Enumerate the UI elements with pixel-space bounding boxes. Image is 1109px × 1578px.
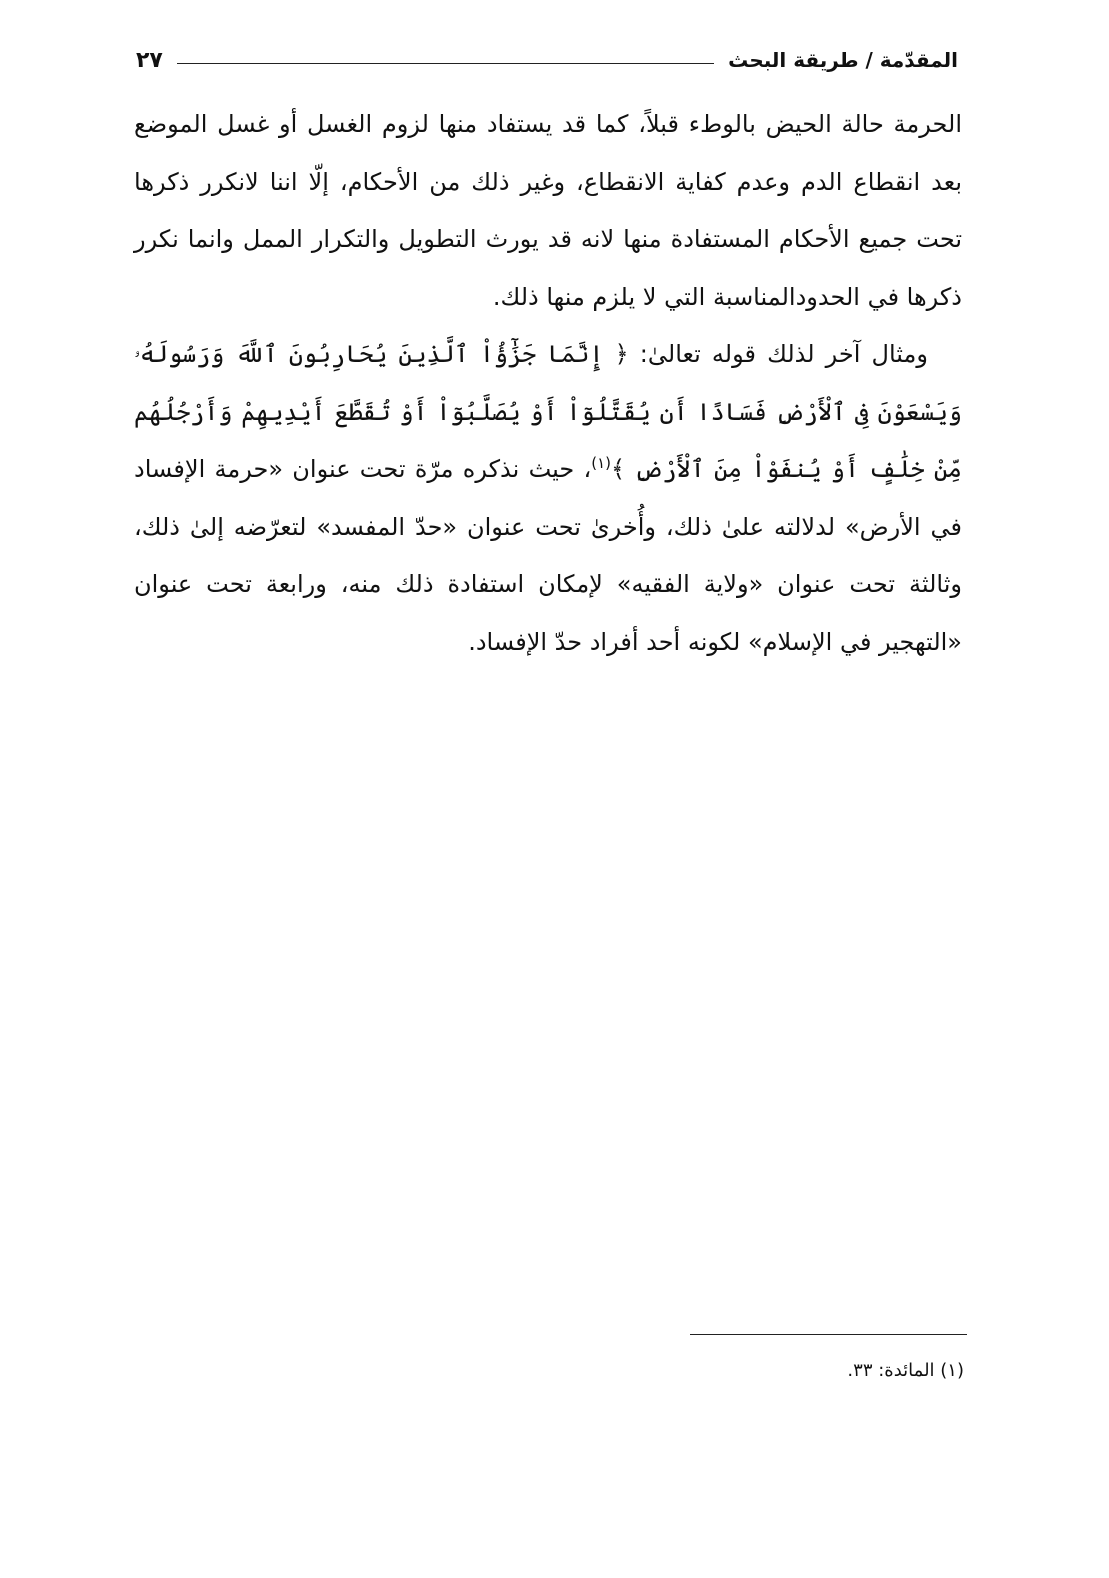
main-text xyxy=(134,96,962,671)
paragraph-2 xyxy=(134,326,962,671)
header-rule xyxy=(177,63,714,64)
paragraph-2-intro: ومثال آخر لذلك قوله تعالىٰ: xyxy=(628,340,928,368)
footnote-separator xyxy=(690,1334,967,1335)
paragraph-2-rest: ، حيث نذكره مرّة تحت عنوان «حرمة الإفساد في الأرض» لدلالته علىٰ ذلك، وأُخرىٰ تحت عنوان «حدّ المفسد» لتعرّضه إلىٰ ذلك، وثالثة تحت عنوان «ولاية الفقيه» لإمكان استفادة ذلك منه، ورابعة تحت عنوان «التهجير في الإسلام» لكونه أحد أفراد حدّ الإفساد. xyxy=(134,455,962,656)
page-number: ٢٧ xyxy=(136,47,163,73)
paragraph-1: الحرمة حالة الحيض بالوطء قبلاً، كما قد يستفاد منها لزوم الغسل أو غسل الموضع بعد انقطاع الدم وعدم كفاية الانقطاع، وغير ذلك من الأحكام، إلّا اننا لانكرر ذكرها تحت جميع الأحكام المستفادة منها لانه قد يورث التطويل والتكرار الممل وانما نكرر ذكرها في الحدودالمناسبة التي لا يلزم منها ذلك. xyxy=(134,110,962,311)
footnote-1: (١) المائدة: ٣٣. xyxy=(847,1360,964,1381)
footnote-ref-1: (١) xyxy=(591,454,612,472)
quran-verse: ﴿ إِنَّمَا جَزَٰٓؤُاْ ٱلَّذِينَ يُحَارِبُونَ ٱللَّهَ وَرَسُولَهُۥ وَيَسْعَوْنَ فِى ٱلْأَرْضِ فَسَادًا أَن يُقَتَّلُوٓاْ أَوْ يُصَلَّبُوٓاْ أَوْ تُقَطَّعَ أَيْدِيهِمْ وَأَرْجُلُهُم مِّنْ خِلَٰفٍ أَوْ يُنفَوْاْ مِنَ ٱلْأَرْضِ ﴾ xyxy=(134,340,962,483)
page-header xyxy=(136,40,958,80)
running-head: المقدّمة / طريقة البحث xyxy=(728,48,958,72)
